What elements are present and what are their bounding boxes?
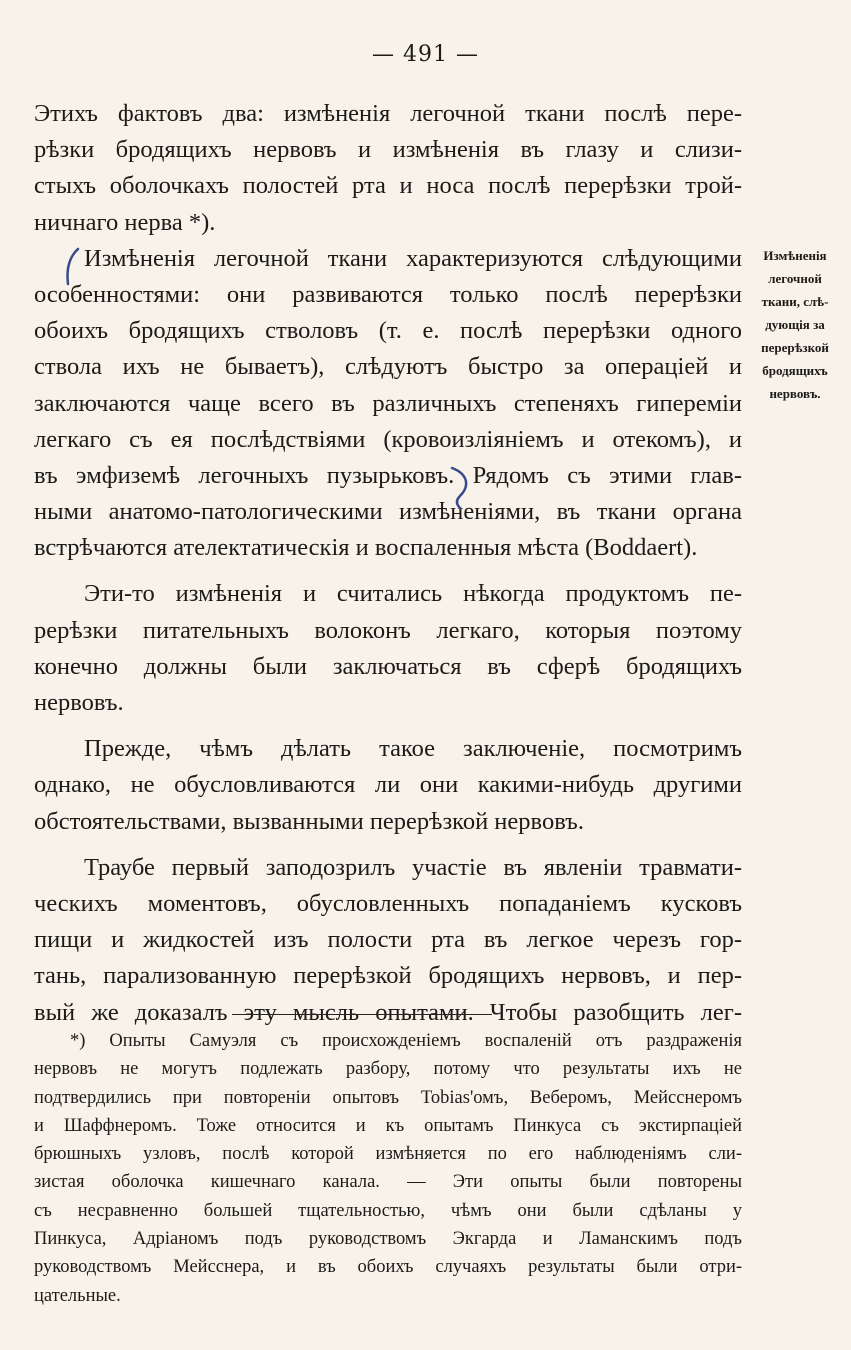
footnote-line: цательные. — [34, 1285, 121, 1306]
page-number: — 491 — — [372, 42, 479, 67]
footnote-line: съ несравненно большей тщательностью, чѣмъ они были сдѣланы у — [34, 1200, 742, 1221]
text-line: тань, парализованную перерѣзкой бродящихъ нервовъ, и пер- — [34, 962, 742, 990]
paragraph-gap — [34, 566, 742, 576]
text-line: нервовъ. — [34, 689, 124, 716]
footnote-line: Пинкуса, Адріаномъ подъ руководствомъ Экгарда и Ламанскимъ подъ — [34, 1229, 742, 1250]
footnote-line: зистая оболочка кишечнаго канала. — Эти опыты были повторены — [34, 1172, 742, 1193]
text-line: Прежде, чѣмъ дѣлать такое заключеніе, посмотримъ — [84, 735, 742, 763]
text-line: обоихъ бродящихъ стволовъ (т. е. послѣ перерѣзки одного — [34, 317, 742, 345]
text-line: особенностями: они развиваются только послѣ перерѣзки — [34, 280, 742, 308]
text-line: Измѣненія легочной ткани характеризуются слѣдующими — [84, 244, 742, 272]
margin-note-line: дующія за — [765, 317, 825, 332]
text-line: пищи и жидкостей изъ полости рта въ легкое черезъ гор- — [34, 926, 742, 954]
text-line: конечно должны были заключаться въ сферѣ бродящихъ — [34, 652, 742, 680]
text-line: заключаются чаще всего въ различныхъ степеняхъ гиперемiи — [34, 389, 742, 417]
footnote-line: и Шаффнеромъ. Тоже относится и къ опытамъ Пинкуса съ экстирпаціей — [34, 1115, 742, 1136]
margin-note-line: бродящихъ — [762, 363, 828, 378]
main-text — [34, 96, 742, 1031]
footnote-divider — [232, 1014, 492, 1015]
paragraph-gap — [34, 840, 742, 850]
footnote-line: *) Опыты Самуэля съ происхожденіемъ воспаленій отъ раздраженія — [70, 1031, 742, 1051]
footnote-line: руководствомъ Мейсснера, и въ обоихъ случаяхъ результаты были отри- — [34, 1257, 742, 1278]
text-line: однако, не обусловливаются ли они какими-нибудь другими — [34, 771, 742, 799]
margin-note-line: нервовъ. — [769, 386, 821, 401]
text-line: легкаго съ ея послѣдствіями (кровоизліяніемъ и отекомъ), и — [34, 425, 742, 453]
text-line: встрѣчаются ателектатическія и воспаленныя мѣста (Boddaert). — [34, 534, 698, 562]
text-line: Этихъ фактовъ два: измѣненія легочной ткани послѣ пере- — [34, 100, 742, 127]
margin-note-line: ткани, слѣ- — [761, 294, 829, 309]
text-line: стыхъ оболочкахъ полостей рта и носа послѣ перерѣзки трой- — [34, 172, 742, 200]
footnote-line: подтвердились при повтореніи опытовъ Tobias'омъ, Веберомъ, Мейсснеромъ — [34, 1087, 742, 1108]
footnote-line: нервовъ не могутъ подлежать разбору, потому что результаты ихъ не — [34, 1059, 742, 1080]
text-line: ческихъ моментовъ, обусловленныхъ попаданіемъ кусковъ — [34, 889, 742, 917]
text-line: ствола ихъ не бываетъ), слѣдуютъ быстро за операціей и — [34, 353, 742, 381]
margin-note — [747, 244, 843, 405]
text-line: рерѣзки питательныхъ волоконъ легкаго, которыя поэтому — [34, 616, 742, 644]
text-line: обстоятельствами, вызванными перерѣзкой нервовъ. — [34, 807, 584, 835]
text-line: Траубе первый заподозрилъ участіе въ явленіи травмати- — [84, 853, 742, 881]
text-line: ными анатомо-патологическими измѣненіями, въ ткани органа — [34, 498, 742, 526]
footnote-line: брюшныхъ узловъ, послѣ которой измѣняется по его наблюденіямъ сли- — [34, 1144, 742, 1165]
text-line: вый же доказалъ эту мысль опытами. Чтобы разобщить лег- — [34, 998, 742, 1026]
margin-note-line: перерѣзкой — [761, 340, 829, 355]
paragraph-gap — [34, 721, 742, 731]
text-line: ничнаго нерва *). — [34, 208, 216, 236]
text-line: въ эмфиземѣ легочныхъ пузырьковъ. Рядомъ съ этими глав- — [34, 461, 742, 489]
margin-note-line: Измѣненія — [763, 248, 827, 263]
text-line: рѣзки бродящихъ нервовъ и измѣненія въ глазу и слизи- — [34, 136, 742, 164]
margin-note-line: легочной — [768, 271, 822, 286]
text-line: Эти-то измѣненія и считались нѣкогда продуктомъ пе- — [84, 580, 742, 608]
footnote — [34, 1027, 742, 1310]
